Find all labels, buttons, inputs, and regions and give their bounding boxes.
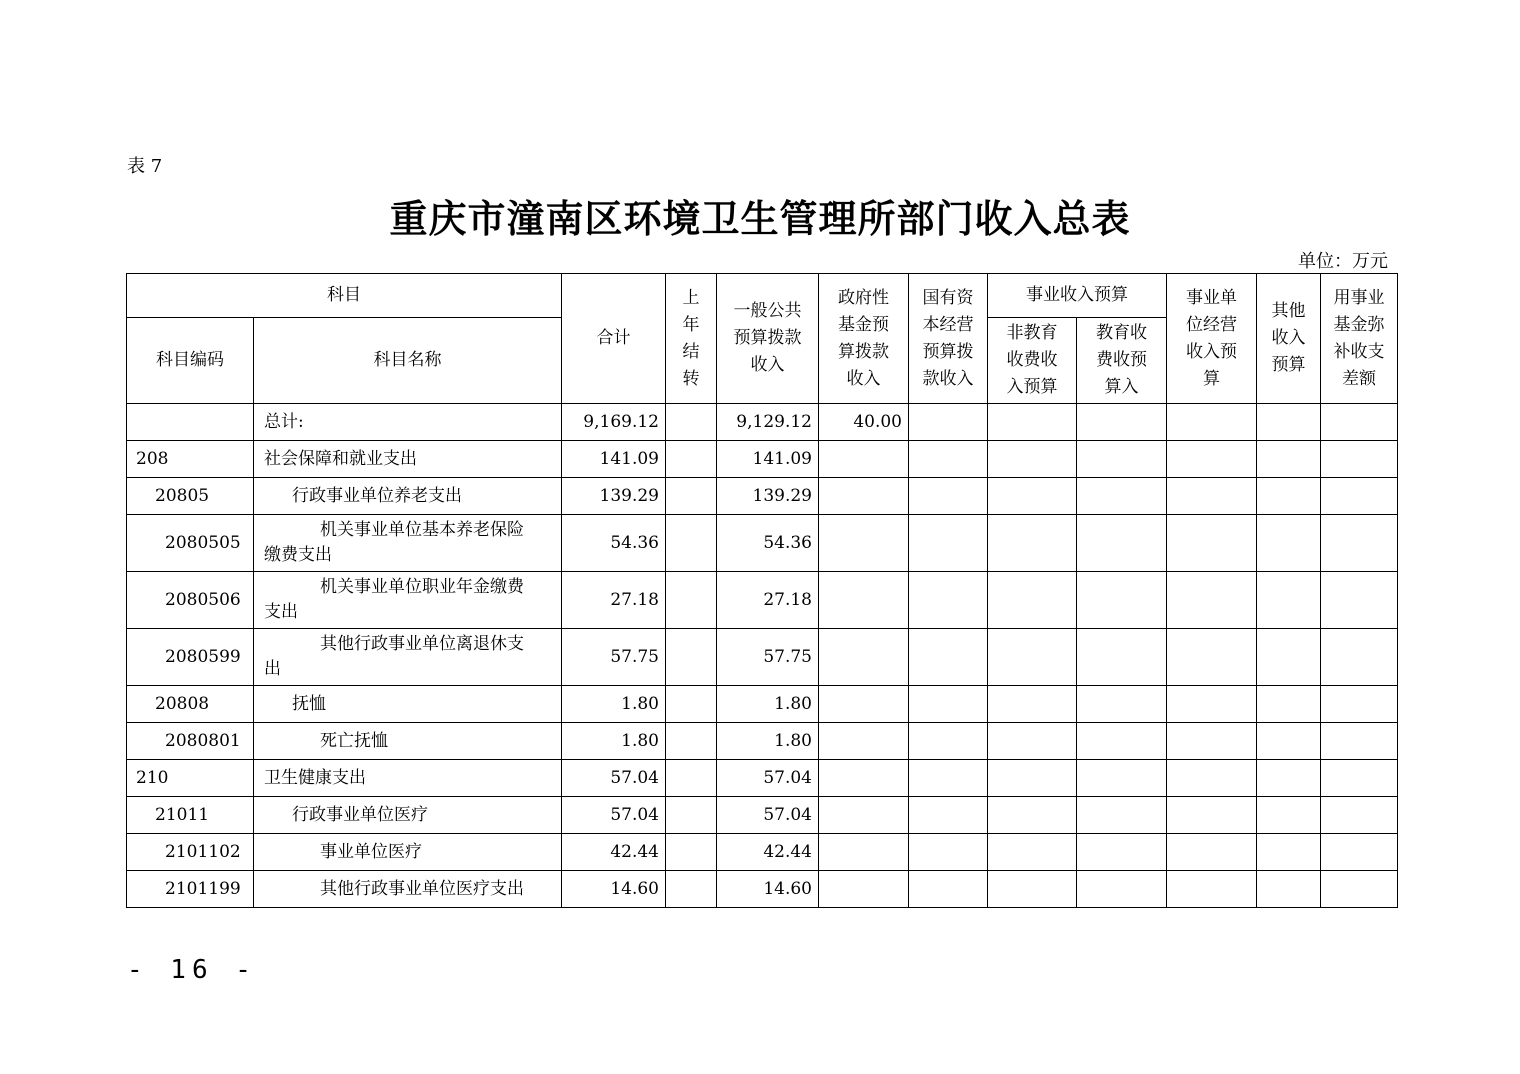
general-public-cell: 141.09 <box>717 441 819 478</box>
state-capital-cell <box>909 797 988 834</box>
state-capital-cell <box>909 478 988 515</box>
state-capital-cell <box>909 441 988 478</box>
non-education-cell <box>988 404 1077 441</box>
state-capital-cell <box>909 686 988 723</box>
subject-name-line: 支出 <box>264 602 298 622</box>
education-cell <box>1077 629 1167 686</box>
carryover-cell <box>666 797 717 834</box>
general-public-cell: 139.29 <box>717 478 819 515</box>
business-unit-cell <box>1167 797 1257 834</box>
header-line: 预算拨 <box>922 341 974 362</box>
subject-name-cell: 总计: <box>254 404 562 441</box>
business-unit-income-header <box>1167 274 1257 404</box>
header-line: 非教育 <box>1006 323 1058 343</box>
carryover-header <box>666 274 717 404</box>
business-unit-cell <box>1167 723 1257 760</box>
non-education-income-header <box>988 318 1077 404</box>
fund-balance-cell <box>1321 572 1398 629</box>
subject-code-cell: 21011 <box>127 797 254 834</box>
fund-balance-cell <box>1321 723 1398 760</box>
carryover-cell <box>666 723 717 760</box>
business-unit-cell <box>1167 478 1257 515</box>
header-line: 差额 <box>1342 368 1376 389</box>
gov-fund-cell <box>819 686 909 723</box>
header-line: 其他 <box>1271 301 1306 321</box>
carryover-cell <box>666 834 717 871</box>
business-unit-cell <box>1167 834 1257 871</box>
table-row <box>127 572 1398 629</box>
education-cell <box>1077 723 1167 760</box>
header-line: 收费收 <box>1006 350 1058 370</box>
unit-note: 单位：万元 <box>1298 251 1388 272</box>
total-cell: 141.09 <box>562 441 666 478</box>
total-cell: 1.80 <box>562 723 666 760</box>
subject-name-cell: 社会保障和就业支出 <box>254 441 562 478</box>
total-cell: 1.80 <box>562 686 666 723</box>
subject-name-line: 其他行政事业单位离退休支 <box>320 634 524 654</box>
subject-code-cell: 20808 <box>127 686 254 723</box>
other-income-header <box>1257 274 1321 404</box>
carryover-cell <box>666 404 717 441</box>
subject-name-cell <box>254 515 562 572</box>
table-row <box>127 834 1398 871</box>
table-row <box>127 686 1398 723</box>
total-cell: 57.75 <box>562 629 666 686</box>
subject-code-cell: 208 <box>127 441 254 478</box>
business-unit-cell <box>1167 871 1257 908</box>
header-line: 算 <box>1203 368 1220 389</box>
total-cell: 57.04 <box>562 760 666 797</box>
business-unit-cell <box>1167 572 1257 629</box>
subject-name-cell: 行政事业单位医疗 <box>254 797 562 834</box>
header-line: 位经营 <box>1186 314 1237 335</box>
carryover-cell <box>666 515 717 572</box>
fund-balance-cell <box>1321 629 1398 686</box>
general-public-cell: 27.18 <box>717 572 819 629</box>
business-income-header: 事业收入预算 <box>988 274 1167 318</box>
header-line: 政府性 <box>838 287 889 308</box>
header-line: 国有资 <box>922 287 974 308</box>
state-capital-budget-header <box>909 274 988 404</box>
state-capital-cell <box>909 629 988 686</box>
subject-name-cell: 卫生健康支出 <box>254 760 562 797</box>
education-cell <box>1077 404 1167 441</box>
state-capital-cell <box>909 871 988 908</box>
gov-fund-cell <box>819 441 909 478</box>
gov-fund-cell <box>819 760 909 797</box>
subject-name-cell: 死亡抚恤 <box>254 723 562 760</box>
gov-fund-cell <box>819 797 909 834</box>
general-public-cell: 54.36 <box>717 515 819 572</box>
header-line: 结 <box>682 341 700 362</box>
table-row <box>127 629 1398 686</box>
fund-balance-cell <box>1321 478 1398 515</box>
table-row <box>127 871 1398 908</box>
header-line: 上 <box>682 287 700 308</box>
header-line: 基金预 <box>838 314 889 335</box>
gov-fund-cell <box>819 515 909 572</box>
header-line: 年 <box>682 314 700 335</box>
general-public-cell: 42.44 <box>717 834 819 871</box>
state-capital-cell <box>909 834 988 871</box>
non-education-cell <box>988 871 1077 908</box>
fund-balance-cell <box>1321 404 1398 441</box>
table-body <box>127 404 1398 908</box>
state-capital-cell <box>909 760 988 797</box>
gov-fund-cell <box>819 629 909 686</box>
total-cell: 9,169.12 <box>562 404 666 441</box>
business-unit-cell <box>1167 515 1257 572</box>
subject-name-cell: 其他行政事业单位医疗支出 <box>254 871 562 908</box>
total-cell: 54.36 <box>562 515 666 572</box>
header-line: 算拨款 <box>838 341 889 362</box>
carryover-cell <box>666 686 717 723</box>
education-cell <box>1077 478 1167 515</box>
state-capital-cell <box>909 404 988 441</box>
other-income-cell <box>1257 629 1321 686</box>
education-cell <box>1077 834 1167 871</box>
education-cell <box>1077 686 1167 723</box>
carryover-cell <box>666 629 717 686</box>
other-income-cell <box>1257 723 1321 760</box>
non-education-cell <box>988 629 1077 686</box>
business-unit-cell <box>1167 404 1257 441</box>
total-cell: 42.44 <box>562 834 666 871</box>
header-line: 用事业 <box>1333 287 1385 308</box>
other-income-cell <box>1257 760 1321 797</box>
page-title: 重庆市潼南区环境卫生管理所部门收入总表 <box>389 197 1131 241</box>
income-summary-table <box>126 273 1398 908</box>
general-public-cell: 57.75 <box>717 629 819 686</box>
state-capital-cell <box>909 572 988 629</box>
gov-fund-budget-header <box>819 274 909 404</box>
header-line: 补收支 <box>1333 341 1385 362</box>
subject-code-cell: 2101199 <box>127 871 254 908</box>
non-education-cell <box>988 572 1077 629</box>
subject-name-cell <box>254 629 562 686</box>
subject-code-cell: 2080505 <box>127 515 254 572</box>
table-row <box>127 797 1398 834</box>
fund-balance-cell <box>1321 515 1398 572</box>
subject-code-cell: 2080801 <box>127 723 254 760</box>
carryover-cell <box>666 760 717 797</box>
total-cell: 57.04 <box>562 797 666 834</box>
header-line: 本经营 <box>922 314 974 335</box>
general-public-cell: 14.60 <box>717 871 819 908</box>
header-line: 一般公共 <box>733 301 802 321</box>
gov-fund-cell <box>819 723 909 760</box>
subject-name-header: 科目名称 <box>254 318 562 404</box>
education-cell <box>1077 871 1167 908</box>
header-line: 预算拨款 <box>733 328 802 348</box>
non-education-cell <box>988 686 1077 723</box>
gov-fund-cell <box>819 834 909 871</box>
header-line: 算入 <box>1104 377 1139 397</box>
fund-balance-cell <box>1321 797 1398 834</box>
subject-code-cell: 20805 <box>127 478 254 515</box>
header-line: 预算 <box>1271 355 1306 375</box>
header-line: 款收入 <box>922 368 974 389</box>
other-income-cell <box>1257 404 1321 441</box>
state-capital-cell <box>909 723 988 760</box>
table-label: 表 7 <box>127 156 163 177</box>
subject-code-cell: 2080599 <box>127 629 254 686</box>
non-education-cell <box>988 834 1077 871</box>
table-row <box>127 760 1398 797</box>
fund-balance-cell <box>1321 871 1398 908</box>
subject-code-header: 科目编码 <box>127 318 254 404</box>
subject-code-cell: 2101102 <box>127 834 254 871</box>
header-line: 收入预 <box>1186 341 1237 362</box>
table-row <box>127 441 1398 478</box>
fund-balance-cell <box>1321 686 1398 723</box>
other-income-cell <box>1257 834 1321 871</box>
carryover-cell <box>666 478 717 515</box>
general-public-cell: 57.04 <box>717 797 819 834</box>
header-line: 收入 <box>750 355 785 375</box>
table-row <box>127 723 1398 760</box>
other-income-cell <box>1257 441 1321 478</box>
table-row <box>127 515 1398 572</box>
general-public-cell: 1.80 <box>717 723 819 760</box>
fund-balance-cell <box>1321 441 1398 478</box>
fund-balance-cell <box>1321 760 1398 797</box>
total-header: 合计 <box>562 274 666 404</box>
carryover-cell <box>666 871 717 908</box>
table-row <box>127 478 1398 515</box>
business-unit-cell <box>1167 686 1257 723</box>
general-public-cell: 1.80 <box>717 686 819 723</box>
subject-code-cell: 2080506 <box>127 572 254 629</box>
other-income-cell <box>1257 478 1321 515</box>
total-cell: 27.18 <box>562 572 666 629</box>
gov-fund-cell <box>819 871 909 908</box>
subject-code-cell: 210 <box>127 760 254 797</box>
other-income-cell <box>1257 515 1321 572</box>
education-cell <box>1077 572 1167 629</box>
business-unit-cell <box>1167 760 1257 797</box>
education-cell <box>1077 441 1167 478</box>
fund-balance-header <box>1321 274 1398 404</box>
non-education-cell <box>988 515 1077 572</box>
other-income-cell <box>1257 686 1321 723</box>
subject-name-line: 出 <box>264 659 281 679</box>
other-income-cell <box>1257 572 1321 629</box>
header-line: 入预算 <box>1006 377 1058 397</box>
total-cell: 139.29 <box>562 478 666 515</box>
education-income-header <box>1077 318 1167 404</box>
fund-balance-cell <box>1321 834 1398 871</box>
state-capital-cell <box>909 515 988 572</box>
non-education-cell <box>988 723 1077 760</box>
subject-group-header: 科目 <box>127 274 562 318</box>
subject-code-cell <box>127 404 254 441</box>
gov-fund-cell <box>819 572 909 629</box>
header-row <box>127 274 1398 318</box>
table-row <box>127 404 1398 441</box>
subject-name-line: 机关事业单位职业年金缴费 <box>320 577 524 597</box>
non-education-cell <box>988 760 1077 797</box>
subject-name-line: 缴费支出 <box>264 545 332 565</box>
business-unit-cell <box>1167 441 1257 478</box>
other-income-cell <box>1257 797 1321 834</box>
business-unit-cell <box>1167 629 1257 686</box>
education-cell <box>1077 797 1167 834</box>
header-line: 收入 <box>846 368 881 389</box>
gov-fund-cell: 40.00 <box>819 404 909 441</box>
general-public-cell: 9,129.12 <box>717 404 819 441</box>
carryover-cell <box>666 441 717 478</box>
carryover-cell <box>666 572 717 629</box>
header-line: 转 <box>682 368 700 389</box>
non-education-cell <box>988 441 1077 478</box>
header-line: 收入 <box>1271 328 1306 348</box>
non-education-cell <box>988 797 1077 834</box>
header-line: 教育收 <box>1096 323 1147 343</box>
total-cell: 14.60 <box>562 871 666 908</box>
page-number: - 16 - <box>127 955 257 985</box>
education-cell <box>1077 515 1167 572</box>
general-public-budget-header <box>717 274 819 404</box>
education-cell <box>1077 760 1167 797</box>
subject-name-cell <box>254 572 562 629</box>
header-line: 事业单 <box>1186 287 1237 308</box>
gov-fund-cell <box>819 478 909 515</box>
other-income-cell <box>1257 871 1321 908</box>
subject-name-cell: 抚恤 <box>254 686 562 723</box>
subject-name-cell: 行政事业单位养老支出 <box>254 478 562 515</box>
non-education-cell <box>988 478 1077 515</box>
header-line: 费收预 <box>1096 350 1147 370</box>
header-line: 基金弥 <box>1333 314 1385 335</box>
general-public-cell: 57.04 <box>717 760 819 797</box>
subject-name-cell: 事业单位医疗 <box>254 834 562 871</box>
subject-name-line: 机关事业单位基本养老保险 <box>320 520 524 540</box>
